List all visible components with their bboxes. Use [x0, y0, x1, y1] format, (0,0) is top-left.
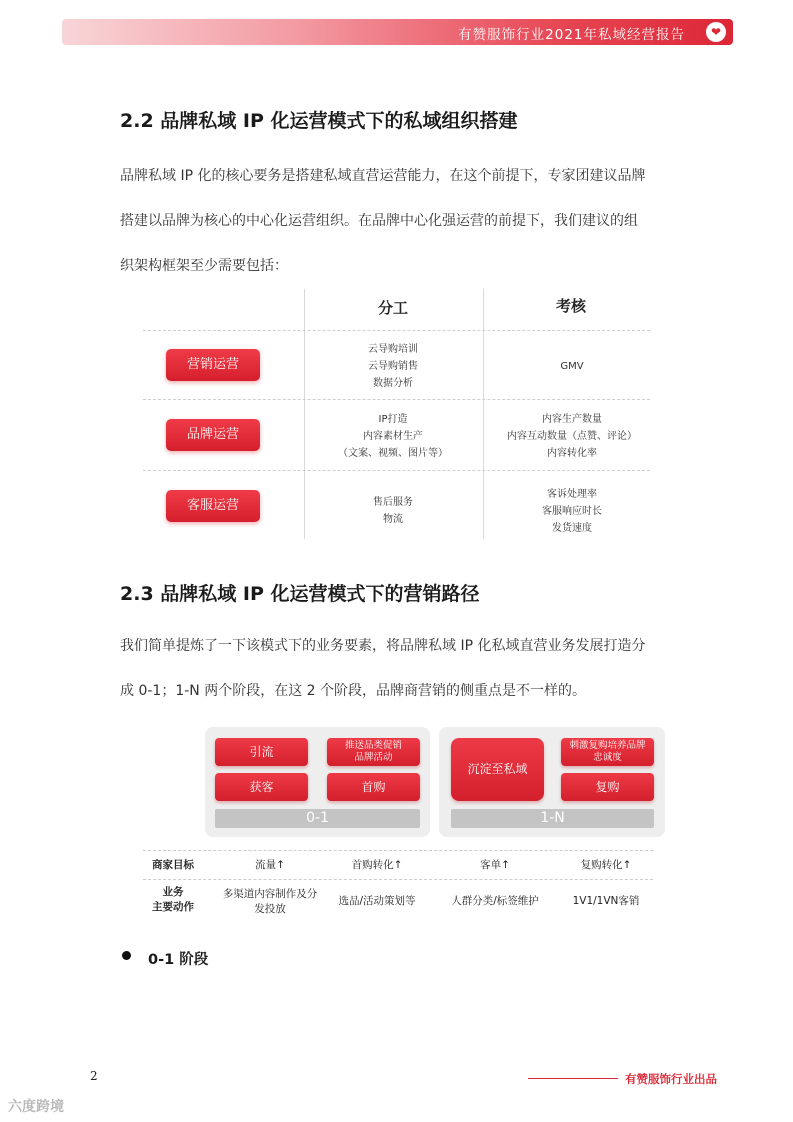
thumbs-up-icon: ❤ [706, 22, 726, 42]
cell-line: 云导购销售 [368, 361, 418, 372]
diagram-divider [143, 879, 653, 880]
column-header-assessment: 考核 [555, 297, 586, 315]
paragraph-line: 搭建以品牌为核心的中心化运营组织。在品牌中心化强运营的前提下，我们建议的组 [120, 213, 638, 229]
action-one-to-one: 1V1/1VN客销 [572, 895, 640, 907]
step-acquire-button: 获客 [215, 773, 308, 801]
section-heading-2-2: 2.2 品牌私域 IP 化运营模式下的私域组织搭建 [120, 110, 518, 132]
step-private-domain-button: 沉淀至私域 [451, 738, 544, 801]
bullet-stage-0-1: 0-1 阶段 [148, 952, 209, 968]
paragraph-line: 我们简单提炼了一下该模式下的业务要素，将品牌私域 IP 化私域直营业务发展打造分 [120, 638, 646, 654]
assessment-cell [487, 411, 657, 462]
cell-line: 客诉处理率 [547, 489, 597, 500]
stage-0-1-label: 0-1 [215, 809, 420, 828]
goal-traffic: 流量↑ [255, 859, 285, 871]
action-row-label: 业务 主要动作 [152, 886, 194, 913]
paragraph-line: 成 0-1；1-N 两个阶段，在这 2 个阶段，品牌商营销的侧重点是不一样的。 [120, 683, 587, 699]
cell-line: 内容素材生产 [363, 431, 423, 442]
cell-line: 物流 [383, 514, 403, 525]
footer-credit: 有赞服饰行业出品 [625, 1072, 717, 1086]
cell-line: 云导购培训 [368, 344, 418, 355]
assessment-cell [487, 486, 657, 537]
cell-line: 客服响应时长 [542, 506, 602, 517]
table-row-divider [143, 399, 650, 400]
action-content: 多渠道内容制作及分 发投放 [222, 888, 318, 915]
goal-first-conversion: 首购转化↑ [351, 859, 403, 871]
cell-line: 内容转化率 [547, 448, 597, 459]
paragraph-line: 品牌私域 IP 化的核心要务是搭建私域直营运营能力，在这个前提下，专家团建议品牌 [120, 168, 646, 184]
cell-line: （文案、视频、图片等） [338, 448, 448, 459]
action-tagging: 人群分类/标签维护 [451, 895, 539, 907]
header-bar [62, 19, 733, 45]
watermark: 六度跨境 [8, 1099, 64, 1115]
table-row-divider [143, 330, 650, 331]
cell-line: 发货速度 [552, 523, 592, 534]
cell-line: 售后服务 [373, 497, 413, 508]
table-divider [304, 289, 305, 539]
step-repurchase-button: 复购 [561, 773, 654, 801]
footer-rule [528, 1078, 618, 1079]
step-promotion-button: 推送品类促销 品牌活动 [327, 738, 420, 766]
paragraph-line: 织架构框架至少需要包括： [120, 258, 288, 274]
diagram-divider [143, 850, 653, 851]
role-customer-service-ops: 客服运营 [166, 490, 260, 522]
goal-order-value: 客单↑ [480, 859, 510, 871]
bullet-dot [122, 951, 131, 960]
cell-line: 内容互动数量（点赞、评论） [507, 431, 637, 442]
cell-line: IP打造 [378, 414, 408, 425]
goal-repurchase: 复购转化↑ [580, 859, 632, 871]
table-divider [483, 289, 484, 539]
assessment-cell [487, 358, 657, 375]
section-2-2-paragraph [120, 154, 680, 289]
column-header-division: 分工 [377, 299, 408, 317]
division-cell [308, 411, 478, 462]
division-cell [308, 341, 478, 392]
table-row-divider [143, 470, 650, 471]
cell-line: 数据分析 [373, 378, 413, 389]
role-brand-ops: 品牌运营 [166, 419, 260, 451]
action-selection: 选品/活动策划等 [338, 895, 416, 907]
division-cell [308, 494, 478, 528]
section-heading-2-3: 2.3 品牌私域 IP 化运营模式下的营销路径 [120, 583, 480, 605]
step-loyalty-button: 刺激复购培养品牌 忠诚度 [561, 738, 654, 766]
cell-line: 内容生产数量 [542, 414, 602, 425]
report-title: 有赞服饰行业2021年私域经营报告 [458, 27, 685, 43]
stage-1-n-label: 1-N [451, 809, 654, 828]
page-number: 2 [90, 1069, 98, 1083]
goal-row-label: 商家目标 [152, 859, 194, 871]
section-2-3-paragraph [120, 624, 680, 714]
step-first-purchase-button: 首购 [327, 773, 420, 801]
role-marketing-ops: 营销运营 [166, 349, 260, 381]
cell-line: GMV [560, 361, 584, 372]
step-traffic-button: 引流 [215, 738, 308, 766]
